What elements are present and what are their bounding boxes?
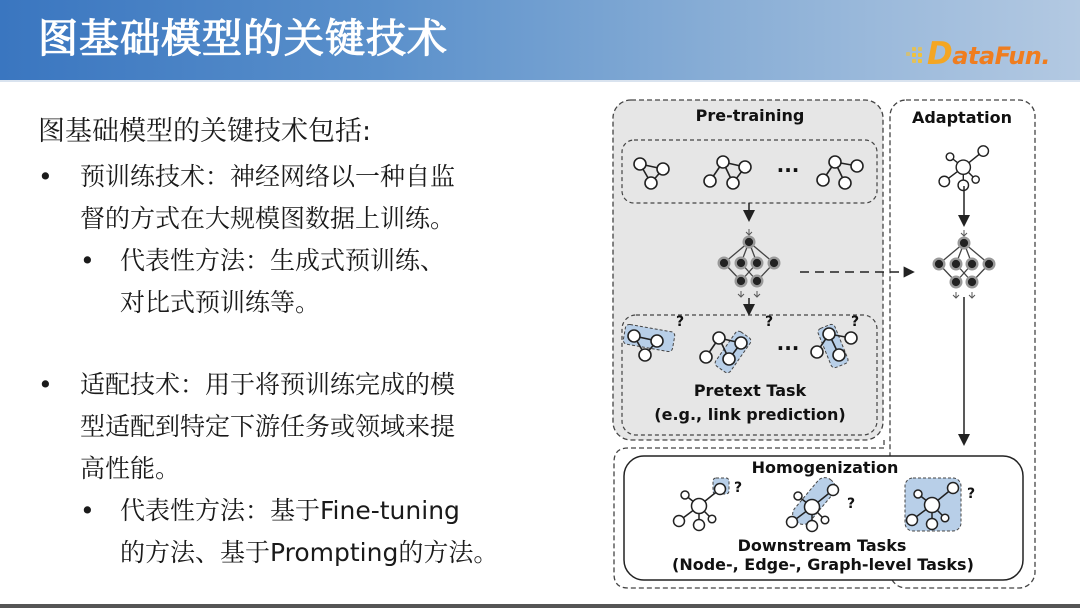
slide-bottom-border: [0, 604, 1080, 608]
bullet-adaptation: • 适配技术：用于将预训练完成的模 型适配到特定下游任务或领域来提 高性能。: [38, 364, 558, 490]
datafun-logo-text: DataFun.: [927, 36, 1050, 72]
bullet-icon: •: [38, 370, 53, 399]
bullet-icon: •: [80, 246, 95, 275]
slide-title: 图基础模型的关键技术: [38, 16, 448, 62]
question-mark: ?: [967, 486, 976, 502]
adaptation-label: Adaptation: [911, 108, 1013, 127]
downstream-tasks-label: Downstream Tasks: [737, 536, 907, 555]
ellipsis-label: ···: [776, 158, 800, 182]
bullet-pretraining-methods: • 代表性方法：生成式预训练、 对比式预训练等。: [38, 240, 558, 324]
bullet-pretraining: • 预训练技术：神经网络以一种自监 督的方式在大规模图数据上训练。: [38, 156, 558, 240]
lead-text: 图基础模型的关键技术包括:: [38, 116, 372, 147]
downstream-levels-label: (Node-, Edge-, Graph-level Tasks): [672, 555, 974, 574]
question-mark: ?: [676, 314, 685, 330]
bullet-adaptation-methods: • 代表性方法：基于Fine-tuning 的方法、基于Prompting的方法。: [38, 490, 558, 574]
question-mark: ?: [847, 496, 856, 512]
question-mark: ?: [851, 314, 860, 330]
target-graph-icon: [939, 146, 988, 191]
bullet-icon: •: [38, 162, 53, 191]
pretraining-label: Pre-training: [695, 106, 805, 125]
question-mark: ?: [765, 314, 774, 330]
bullet-icon: •: [80, 496, 95, 525]
adapted-gnn-icon: [934, 230, 995, 298]
ellipsis-label: ···: [776, 336, 800, 360]
homogenization-label: Homogenization: [751, 458, 899, 477]
pretext-example-label: (e.g., link prediction): [654, 405, 846, 424]
pretext-task-label: Pretext Task: [693, 381, 807, 400]
question-mark: ?: [734, 480, 743, 496]
